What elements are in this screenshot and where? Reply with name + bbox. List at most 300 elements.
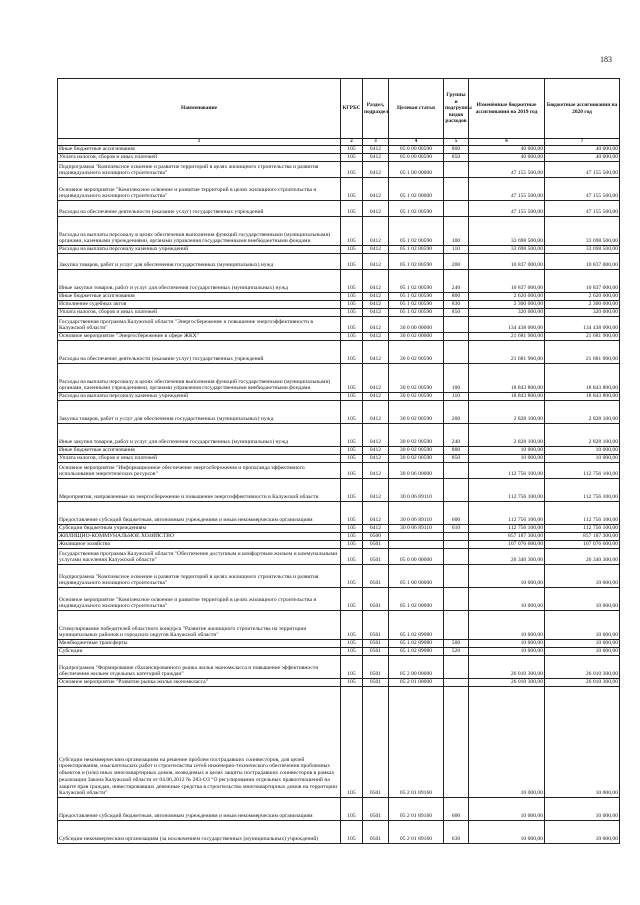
row-value-2019: 107 076 600,00 — [469, 541, 545, 549]
row-group: 610 — [444, 525, 469, 533]
row-section: 0412 — [363, 146, 389, 154]
row-name: Расходы на выплаты персоналу казенных учреждений — [58, 393, 341, 401]
row-value-2019: 18 843 800,00 — [469, 364, 545, 393]
row-section: 0412 — [363, 447, 389, 455]
row-article: 05 1 00 00000 — [389, 565, 444, 588]
row-article: 05 1 02 00000 — [389, 588, 444, 611]
col-number: 5 — [444, 139, 469, 146]
header-section: Раздел, подраздел — [363, 79, 389, 139]
row-name: Основное мероприятие "Энергосбережение в сфере ЖКХ" — [58, 333, 341, 341]
table-row — [58, 424, 620, 447]
row-article: 30 0 02 00590 — [389, 393, 444, 401]
row-value-2020: 47 155 500,00 — [545, 162, 620, 178]
row-value-2019: 2 828 100,00 — [469, 424, 545, 447]
row-group — [444, 549, 469, 565]
table-row — [58, 687, 620, 798]
row-value-2020: 10 000,00 — [545, 588, 620, 611]
row-name: Иные закупки товаров, работ и услуг для обеспечения государственных (муниципальных) нужд — [58, 424, 341, 447]
row-kgrbs: 105 — [341, 525, 363, 533]
row-value-2020: 26 010 300,00 — [545, 679, 620, 687]
row-group: 100 — [444, 217, 469, 246]
row-article: 30 0 06 89110 — [389, 502, 444, 525]
table-row — [58, 533, 620, 541]
col-number: 3 — [363, 139, 389, 146]
table-row — [58, 479, 620, 502]
row-name: ЖИЛИЩНО-КОММУНАЛЬНОЕ ХОЗЯЙСТВО — [58, 533, 341, 541]
row-kgrbs: 105 — [341, 254, 363, 270]
row-value-2020: 10 000,00 — [545, 648, 620, 656]
row-article: 30 0 02 00000 — [389, 333, 444, 341]
row-name: Подпрограмма "Формирование сбалансированного рынка жилья экономкласса и повышение эффективности обеспечения жильем отдельных категорий граждан" — [58, 656, 341, 679]
table-row — [58, 254, 620, 270]
row-kgrbs: 105 — [341, 611, 363, 640]
column-number-row — [58, 139, 620, 146]
row-group: 630 — [444, 821, 469, 844]
row-group — [444, 201, 469, 217]
row-name: Мероприятия, направленные на энергосбережение и повышение энергоэффективности в Калужской области — [58, 479, 341, 502]
table-row — [58, 246, 620, 254]
row-kgrbs: 105 — [341, 246, 363, 254]
row-name: Основное мероприятие "Развитие рынка жилья экономкласса" — [58, 679, 341, 687]
row-value-2019: 10 000,00 — [469, 648, 545, 656]
row-value-2019: 40 000,00 — [469, 146, 545, 154]
row-value-2020: 320 000,00 — [545, 309, 620, 317]
row-name: Уплата налогов, сборов и иных платежей — [58, 455, 341, 463]
row-value-2020: 857 187 300,00 — [545, 533, 620, 541]
row-value-2019: 47 155 500,00 — [469, 201, 545, 217]
row-kgrbs: 105 — [341, 201, 363, 217]
row-name: Стимулирование победителей областного конкурса "Развитие жилищного строительства на территории муниципальных районов и городских округов Калужской области" — [58, 611, 341, 640]
row-value-2020: 134 438 000,00 — [545, 317, 620, 333]
row-name: Субсидии некоммерческим организациям (за исключением государственных (муниципальных) учреждений) — [58, 821, 341, 844]
table-row — [58, 656, 620, 679]
row-kgrbs: 105 — [341, 549, 363, 565]
row-group: 800 — [444, 293, 469, 301]
table-row — [58, 648, 620, 656]
row-name: Основное мероприятие "Комплексное освоение и развитие территорий в целях жилищного строительства и индивидуального жилищного строительства" — [58, 588, 341, 611]
row-value-2019: 10 000,00 — [469, 611, 545, 640]
page-number: 183 — [600, 55, 612, 64]
row-article: 05 1 02 00590 — [389, 246, 444, 254]
row-article: 05 1 02 89080 — [389, 611, 444, 640]
row-article: 30 0 02 00590 — [389, 447, 444, 455]
header-article: Целевая статья — [389, 79, 444, 139]
row-name: Иные бюджетные ассигнования — [58, 293, 341, 301]
row-group: 200 — [444, 254, 469, 270]
row-article: 05 1 02 00590 — [389, 309, 444, 317]
table-row — [58, 217, 620, 246]
row-article: 30 0 02 00590 — [389, 401, 444, 424]
row-article: 05 0 00 00590 — [389, 146, 444, 154]
row-section: 0412 — [363, 393, 389, 401]
row-value-2020: 10 000,00 — [545, 798, 620, 821]
row-kgrbs: 105 — [341, 341, 363, 364]
table-row — [58, 455, 620, 463]
row-kgrbs: 105 — [341, 479, 363, 502]
row-name: Подпрограмма "Комплексное освоение и развитие территорий в целях жилищного строительства и развития индивидуального жилищного строительства" — [58, 565, 341, 588]
row-group: 240 — [444, 270, 469, 293]
row-kgrbs: 105 — [341, 502, 363, 525]
row-name: Иные бюджетные ассигнования — [58, 146, 341, 154]
row-kgrbs: 105 — [341, 178, 363, 201]
row-article: 30 0 06 89110 — [389, 479, 444, 502]
row-value-2019: 47 155 500,00 — [469, 178, 545, 201]
table-row — [58, 178, 620, 201]
table-row — [58, 401, 620, 424]
row-kgrbs: 105 — [341, 588, 363, 611]
table-row — [58, 309, 620, 317]
row-kgrbs: 105 — [341, 565, 363, 588]
header-group: Группы и подгруппы видов расходов — [444, 79, 469, 139]
row-name: Закупка товаров, работ и услуг для обеспечения государственных (муниципальных) нужд — [58, 254, 341, 270]
col-number: 2 — [341, 139, 363, 146]
row-value-2020: 40 000,00 — [545, 154, 620, 162]
row-section: 0412 — [363, 401, 389, 424]
header-kgrbs: КГРБС — [341, 79, 363, 139]
row-section: 0500 — [363, 533, 389, 541]
table-row — [58, 301, 620, 309]
row-value-2019: 10 000,00 — [469, 687, 545, 798]
row-name: Подпрограмма "Комплексное освоение и развитие территорий в целях жилищного строительства и развития индивидуального жилищного строительства" — [58, 162, 341, 178]
row-group — [444, 533, 469, 541]
row-section: 0412 — [363, 201, 389, 217]
row-value-2020: 2 828 100,00 — [545, 424, 620, 447]
row-article: 05 1 02 00590 — [389, 201, 444, 217]
row-group: 110 — [444, 393, 469, 401]
table-row — [58, 201, 620, 217]
row-name: Основное мероприятие "Информационное обеспечение энергосбережения и пропаганда эффективного использования энергетических ресурсов" — [58, 463, 341, 479]
row-name: Государственная программа Калужской области "Обеспечение доступным и комфортным жильем и коммунальными услугами населения Калужской области" — [58, 549, 341, 565]
row-kgrbs: 105 — [341, 648, 363, 656]
row-section: 0501 — [363, 611, 389, 640]
row-article: 05 0 00 00590 — [389, 154, 444, 162]
row-value-2020: 26 340 300,00 — [545, 549, 620, 565]
table-row — [58, 364, 620, 393]
row-name: Предоставление субсидий бюджетным, автономным учреждениям и иным некоммерческим организациям — [58, 798, 341, 821]
table-row — [58, 270, 620, 293]
row-name: Жилищное хозяйство — [58, 541, 341, 549]
row-value-2020: 26 010 300,00 — [545, 656, 620, 679]
row-value-2019: 47 155 500,00 — [469, 162, 545, 178]
row-group: 240 — [444, 424, 469, 447]
row-value-2019: 18 843 800,00 — [469, 393, 545, 401]
row-kgrbs: 105 — [341, 364, 363, 393]
row-kgrbs: 105 — [341, 541, 363, 549]
row-value-2020: 10 000,00 — [545, 447, 620, 455]
row-value-2020: 33 698 500,00 — [545, 246, 620, 254]
row-name: Уплата налогов, сборов и иных платежей — [58, 154, 341, 162]
row-value-2019: 10 000,00 — [469, 447, 545, 455]
row-value-2019: 857 187 300,00 — [469, 533, 545, 541]
row-group — [444, 341, 469, 364]
row-section: 0412 — [363, 525, 389, 533]
row-value-2019: 2 620 000,00 — [469, 293, 545, 301]
row-article: 30 0 06 89110 — [389, 525, 444, 533]
row-article: 05 1 02 00590 — [389, 254, 444, 270]
table-row — [58, 333, 620, 341]
row-kgrbs: 105 — [341, 146, 363, 154]
row-value-2019: 112 756 100,00 — [469, 463, 545, 479]
col-number: 4 — [389, 139, 444, 146]
row-article: 30 0 02 00590 — [389, 455, 444, 463]
header-changed: Изменённые бюджетные ассигнования на 2019 год — [469, 79, 545, 139]
row-group: 800 — [444, 447, 469, 455]
row-value-2020: 2 828 100,00 — [545, 401, 620, 424]
row-value-2019: 21 681 900,00 — [469, 333, 545, 341]
row-article: 30 0 00 00000 — [389, 317, 444, 333]
row-kgrbs: 105 — [341, 217, 363, 246]
row-article: 05 2 00 00000 — [389, 656, 444, 679]
row-group — [444, 162, 469, 178]
row-value-2020: 18 843 800,00 — [545, 364, 620, 393]
row-value-2019: 10 000,00 — [469, 640, 545, 648]
budget-table — [57, 78, 620, 844]
row-article: 05 1 02 00000 — [389, 178, 444, 201]
row-group — [444, 479, 469, 502]
row-group — [444, 656, 469, 679]
row-section: 0412 — [363, 178, 389, 201]
row-section: 0412 — [363, 455, 389, 463]
row-group: 110 — [444, 246, 469, 254]
row-value-2019: 112 756 100,00 — [469, 525, 545, 533]
table-body — [58, 146, 620, 844]
row-section: 0412 — [363, 154, 389, 162]
row-value-2019: 10 000,00 — [469, 565, 545, 588]
row-group — [444, 178, 469, 201]
col-number: 7 — [545, 139, 620, 146]
row-value-2020: 10 000,00 — [545, 565, 620, 588]
row-value-2020: 10 837 000,00 — [545, 254, 620, 270]
row-group: 100 — [444, 364, 469, 393]
table-row — [58, 317, 620, 333]
row-article: 05 1 02 00590 — [389, 217, 444, 246]
col-number: 1 — [58, 139, 341, 146]
row-kgrbs: 105 — [341, 401, 363, 424]
row-name: Расходы на выплаты персоналу в целях обеспечения выполнения функций государственными (муниципальными) органами, казенными учреждениями, органами управления государственными внебюджетными фондами — [58, 217, 341, 246]
row-article: 05 1 02 89080 — [389, 640, 444, 648]
row-name: Исполнение судебных актов — [58, 301, 341, 309]
row-article: 05 1 02 89080 — [389, 648, 444, 656]
row-group: 200 — [444, 401, 469, 424]
row-value-2019: 10 000,00 — [469, 455, 545, 463]
row-section: 0501 — [363, 549, 389, 565]
row-name: Межбюджетные трансферты — [58, 640, 341, 648]
row-section: 0412 — [363, 317, 389, 333]
row-value-2019: 33 698 500,00 — [469, 246, 545, 254]
row-article: 30 0 02 00590 — [389, 424, 444, 447]
row-kgrbs: 105 — [341, 333, 363, 341]
row-kgrbs: 105 — [341, 301, 363, 309]
row-group: 520 — [444, 648, 469, 656]
table-row — [58, 162, 620, 178]
row-value-2019: 112 756 100,00 — [469, 479, 545, 502]
row-value-2019: 2 300 000,00 — [469, 301, 545, 309]
table-row — [58, 447, 620, 455]
header-budget: Бюджетные ассигнования на 2020 год — [545, 79, 620, 139]
row-name: Субсидии — [58, 648, 341, 656]
row-kgrbs: 105 — [341, 687, 363, 798]
row-value-2020: 112 756 100,00 — [545, 502, 620, 525]
row-value-2020: 2 620 000,00 — [545, 293, 620, 301]
row-section: 0412 — [363, 217, 389, 246]
row-kgrbs: 105 — [341, 309, 363, 317]
row-group — [444, 565, 469, 588]
row-name: Субсидии некоммерческим организациям на решение проблем пострадавших соинвесторов, для целей проектирования, изыскательских работ и строительства сетей инженерно-технического обеспечения проблемных объектов и (или) иных многоквартирных домов, возводимых в целях защиты пострадавших соинвесторов в рамках реализации Закона Калужской области от 04.06.2012 № 283-ОЗ "О регулировании отдельных правоотношений на защите прав граждан, инвестировавших денежные средства в строительство многоквартирных домов на территории Калужской области" — [58, 687, 341, 798]
col-number: 6 — [469, 139, 545, 146]
row-group: 600 — [444, 502, 469, 525]
row-name: Государственная программа Калужской области "Энергосбережение и повышение энергоэффективности в Калужской области" — [58, 317, 341, 333]
row-name: Расходы на выплаты персоналу в целях обеспечения выполнения функций государственными (муниципальными) органами, казенными учреждениями, органами управления государственными внебюджетными фондами — [58, 364, 341, 393]
row-group: 830 — [444, 301, 469, 309]
row-kgrbs: 105 — [341, 656, 363, 679]
row-group: 600 — [444, 798, 469, 821]
row-name: Иные бюджетные ассигнования — [58, 447, 341, 455]
row-article: 05 1 02 00590 — [389, 293, 444, 301]
row-section: 0412 — [363, 333, 389, 341]
row-section: 0501 — [363, 565, 389, 588]
row-section: 0501 — [363, 821, 389, 844]
row-section: 0412 — [363, 341, 389, 364]
row-value-2020: 2 300 000,00 — [545, 301, 620, 309]
row-value-2020: 33 698 500,00 — [545, 217, 620, 246]
table-row — [58, 541, 620, 549]
table-row — [58, 293, 620, 301]
row-article: 05 1 00 00000 — [389, 162, 444, 178]
row-value-2020: 10 837 000,00 — [545, 270, 620, 293]
row-value-2019: 2 828 100,00 — [469, 401, 545, 424]
row-value-2020: 112 756 100,00 — [545, 479, 620, 502]
table-row — [58, 463, 620, 479]
table-row — [58, 154, 620, 162]
row-section: 0412 — [363, 301, 389, 309]
row-group — [444, 611, 469, 640]
row-value-2019: 10 837 000,00 — [469, 270, 545, 293]
row-group: 850 — [444, 154, 469, 162]
row-section: 0501 — [363, 648, 389, 656]
row-value-2020: 107 076 600,00 — [545, 541, 620, 549]
row-article: 05 2 01 00000 — [389, 679, 444, 687]
row-article: 05 0 00 00000 — [389, 549, 444, 565]
row-kgrbs: 105 — [341, 424, 363, 447]
row-name: Закупка товаров, работ и услуг для обеспечения государственных (муниципальных) нужд — [58, 401, 341, 424]
table-row — [58, 549, 620, 565]
row-kgrbs: 105 — [341, 393, 363, 401]
row-kgrbs: 105 — [341, 293, 363, 301]
row-article: 05 2 01 89160 — [389, 798, 444, 821]
row-name: Иные закупки товаров, работ и услуг для обеспечения государственных (муниципальных) нужд — [58, 270, 341, 293]
row-article: 30 0 02 00590 — [389, 341, 444, 364]
row-value-2019: 40 000,00 — [469, 154, 545, 162]
row-section: 0412 — [363, 293, 389, 301]
row-value-2020: 21 681 900,00 — [545, 341, 620, 364]
row-section: 0501 — [363, 656, 389, 679]
row-kgrbs: 105 — [341, 533, 363, 541]
row-section: 0412 — [363, 424, 389, 447]
row-value-2019: 26 010 300,00 — [469, 679, 545, 687]
table-row — [58, 146, 620, 154]
row-group — [444, 541, 469, 549]
row-group — [444, 588, 469, 611]
row-section: 0412 — [363, 246, 389, 254]
table-row — [58, 525, 620, 533]
row-name: Расходы на выплаты персоналу казенных учреждений — [58, 246, 341, 254]
row-value-2020: 21 681 900,00 — [545, 333, 620, 341]
row-section: 0412 — [363, 254, 389, 270]
row-value-2020: 10 000,00 — [545, 611, 620, 640]
table-row — [58, 502, 620, 525]
row-section: 0412 — [363, 479, 389, 502]
row-value-2019: 10 837 000,00 — [469, 254, 545, 270]
row-value-2020: 10 000,00 — [545, 640, 620, 648]
table-row — [58, 821, 620, 844]
row-group — [444, 317, 469, 333]
row-value-2020: 10 000,00 — [545, 687, 620, 798]
row-kgrbs: 105 — [341, 455, 363, 463]
row-section: 0501 — [363, 798, 389, 821]
row-article — [389, 541, 444, 549]
row-group — [444, 333, 469, 341]
row-value-2019: 10 000,00 — [469, 821, 545, 844]
row-kgrbs: 105 — [341, 317, 363, 333]
table-row — [58, 640, 620, 648]
row-value-2020: 40 000,00 — [545, 146, 620, 154]
table-row — [58, 393, 620, 401]
row-kgrbs: 105 — [341, 270, 363, 293]
row-section: 0501 — [363, 541, 389, 549]
row-article: 30 0 06 00000 — [389, 463, 444, 479]
row-kgrbs: 105 — [341, 640, 363, 648]
row-kgrbs: 105 — [341, 463, 363, 479]
row-group — [444, 463, 469, 479]
row-name: Предоставление субсидий бюджетным, автономным учреждениям и иным некоммерческим организациям — [58, 502, 341, 525]
table-row — [58, 588, 620, 611]
row-section: 0501 — [363, 588, 389, 611]
row-name: Основное мероприятие "Комплексное освоение и развитие территорий в целях жилищного строительства и индивидуального жилищного строительства" — [58, 178, 341, 201]
row-kgrbs: 105 — [341, 798, 363, 821]
header-name: Наименование — [58, 79, 341, 139]
row-kgrbs: 105 — [341, 679, 363, 687]
row-name: Расходы на обеспечение деятельности (оказание услуг) государственных учреждений — [58, 341, 341, 364]
row-kgrbs: 105 — [341, 821, 363, 844]
row-value-2019: 10 000,00 — [469, 588, 545, 611]
table-row — [58, 611, 620, 640]
row-value-2020: 47 155 500,00 — [545, 178, 620, 201]
row-value-2019: 21 681 900,00 — [469, 341, 545, 364]
row-value-2020: 10 000,00 — [545, 821, 620, 844]
table-row — [58, 798, 620, 821]
table-row — [58, 341, 620, 364]
row-name: Расходы на обеспечение деятельности (оказание услуг) государственных учреждений — [58, 201, 341, 217]
row-value-2019: 112 756 100,00 — [469, 502, 545, 525]
row-name: Субсидии бюджетным учреждениям — [58, 525, 341, 533]
row-section: 0412 — [363, 502, 389, 525]
row-value-2020: 18 843 800,00 — [545, 393, 620, 401]
row-value-2020: 47 155 500,00 — [545, 201, 620, 217]
row-article — [389, 533, 444, 541]
row-section: 0412 — [363, 162, 389, 178]
row-section: 0412 — [363, 364, 389, 393]
row-value-2019: 10 000,00 — [469, 798, 545, 821]
row-kgrbs: 105 — [341, 162, 363, 178]
row-value-2019: 33 698 500,00 — [469, 217, 545, 246]
table-row — [58, 565, 620, 588]
row-value-2019: 134 438 000,00 — [469, 317, 545, 333]
row-section: 0501 — [363, 640, 389, 648]
row-name: Уплата налогов, сборов и иных платежей — [58, 309, 341, 317]
row-kgrbs: 105 — [341, 447, 363, 455]
row-group: 850 — [444, 455, 469, 463]
row-article: 05 1 02 00590 — [389, 301, 444, 309]
